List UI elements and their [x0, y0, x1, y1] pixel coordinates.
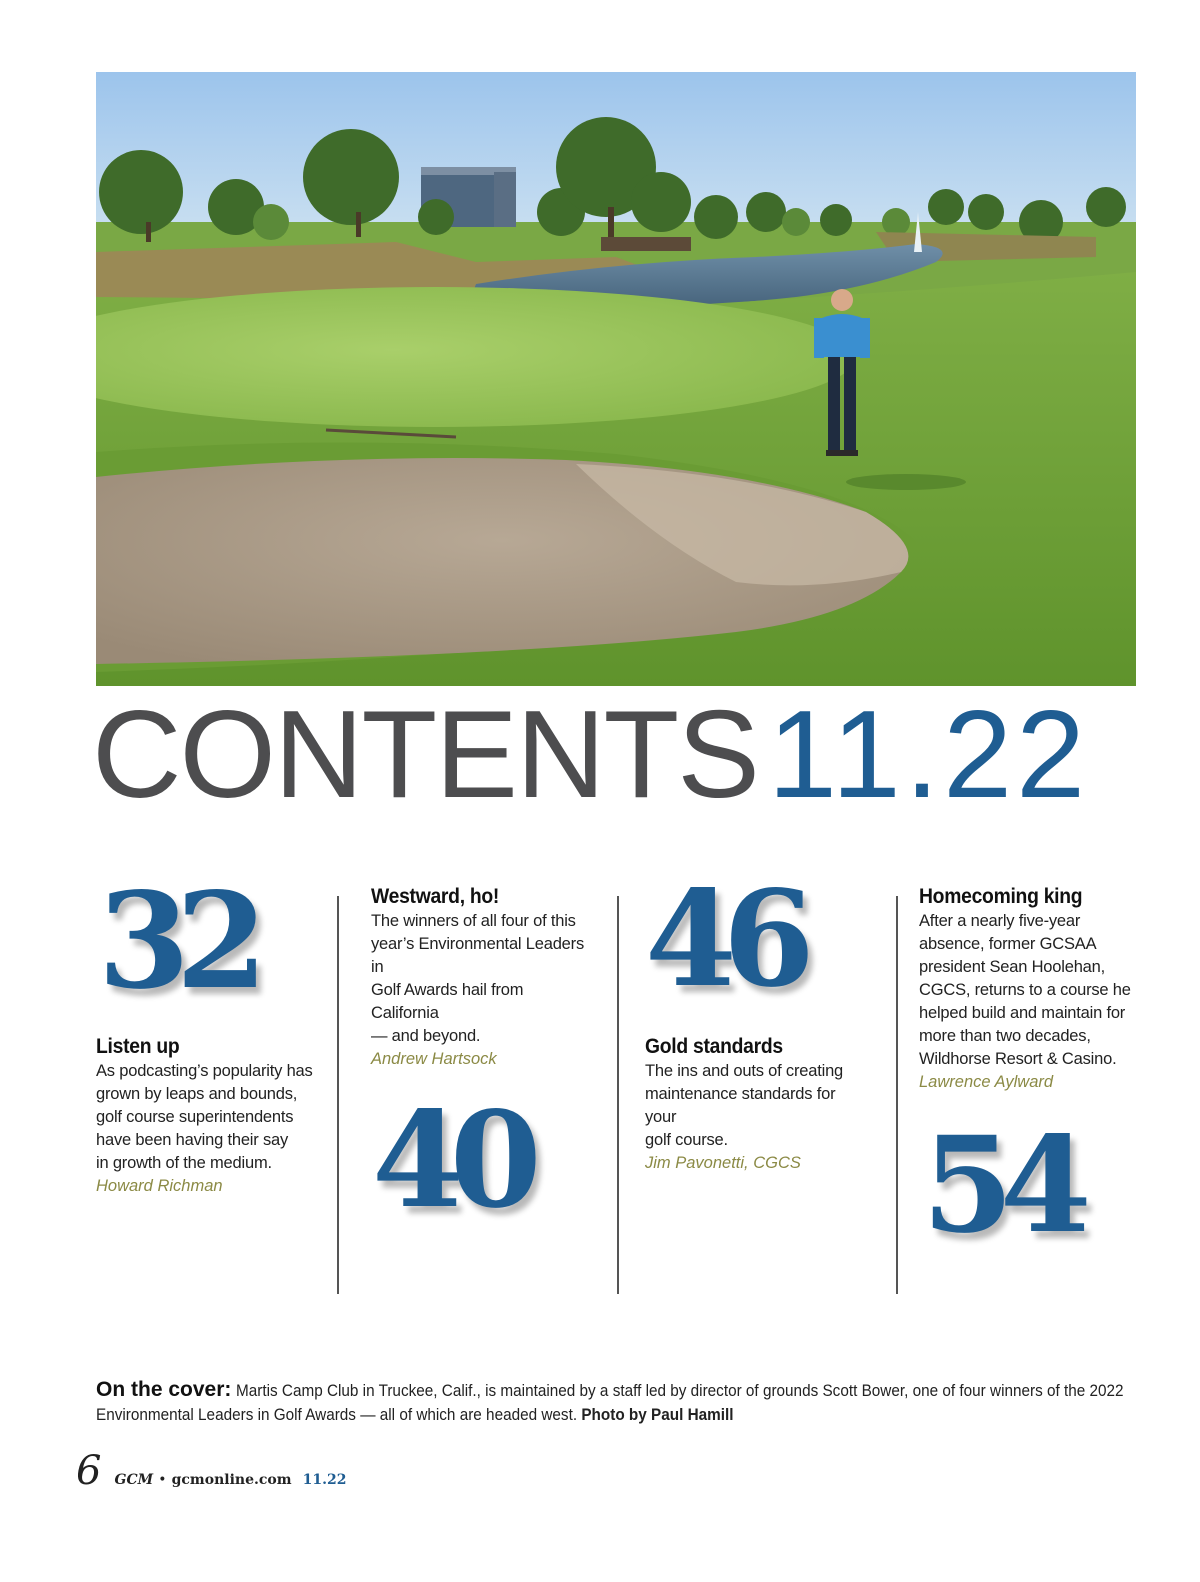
- cover-photo: [96, 72, 1136, 686]
- story-byline: Andrew Hartsock: [371, 1050, 497, 1068]
- story-dek: [371, 910, 591, 1048]
- dek-line: The ins and outs of creating: [645, 1062, 844, 1080]
- dek-line: As podcasting’s popularity has: [96, 1062, 313, 1080]
- column-divider: [337, 896, 339, 1294]
- story-byline: Lawrence Aylward: [919, 1073, 1054, 1091]
- dek-line: grown by leaps and bounds,: [96, 1085, 298, 1103]
- photo-credit: Photo by Paul Hamill: [581, 1405, 734, 1424]
- dek-line: — and beyond.: [371, 1027, 481, 1045]
- cover-caption-line-1: [96, 1378, 1136, 1403]
- story-headline: Gold standards: [645, 1035, 783, 1058]
- dek-line: helped build and maintain for: [919, 1004, 1126, 1022]
- page-number-32[interactable]: 32: [98, 864, 254, 1019]
- story-homecoming-king[interactable]: [919, 884, 1139, 1094]
- story-headline: Homecoming king: [919, 885, 1083, 908]
- dek-line: golf course superintendents: [96, 1108, 294, 1126]
- page-number-46[interactable]: 46: [645, 862, 801, 1017]
- dek-line: in growth of the medium.: [96, 1154, 272, 1172]
- cover-caption: [96, 1378, 1136, 1427]
- page-folio: [76, 1448, 346, 1498]
- issue-date: 11.22: [768, 686, 1090, 824]
- story-headline: Listen up: [96, 1035, 180, 1058]
- contents-word: CONTENTS: [92, 686, 758, 824]
- dek-line: maintenance standards for your: [645, 1085, 836, 1126]
- cover-caption-line-2: [96, 1403, 1032, 1427]
- dek-line: more than two decades,: [919, 1027, 1091, 1045]
- story-westward-ho[interactable]: [371, 884, 591, 1071]
- dek-line: Golf Awards hail from California: [371, 981, 524, 1022]
- story-byline: Jim Pavonetti, CGCS: [645, 1154, 801, 1172]
- folio-magazine: GCM: [114, 1472, 154, 1488]
- dek-line: have been having their say: [96, 1131, 289, 1149]
- story-dek: [919, 910, 1139, 1071]
- dek-line: president Sean Hoolehan,: [919, 958, 1106, 976]
- dek-line: CGCS, returns to a course he: [919, 981, 1131, 999]
- dek-line: After a nearly five-year: [919, 912, 1081, 930]
- story-gold-standards[interactable]: [645, 1034, 865, 1175]
- dek-line: year’s Environmental Leaders in: [371, 935, 584, 976]
- cover-caption-text: Environmental Leaders in Golf Awards — all of which are headed west.: [96, 1405, 578, 1424]
- folio-website-link[interactable]: gcmonline.com: [171, 1472, 292, 1488]
- story-dek: [96, 1060, 316, 1175]
- contents-title: [92, 686, 1132, 824]
- column-divider: [617, 896, 619, 1294]
- page-number-54[interactable]: 54: [922, 1108, 1078, 1263]
- dek-line: The winners of all four of this: [371, 912, 576, 930]
- story-byline: Howard Richman: [96, 1177, 223, 1195]
- folio-separator: •: [158, 1472, 167, 1488]
- dek-line: absence, former GCSAA: [919, 935, 1097, 953]
- story-dek: [645, 1060, 865, 1152]
- story-headline: Westward, ho!: [371, 885, 500, 908]
- column-divider: [896, 896, 898, 1294]
- dek-line: golf course.: [645, 1131, 728, 1149]
- cover-caption-lead: On the cover:: [96, 1378, 232, 1401]
- cover-caption-text: Martis Camp Club in Truckee, Calif., is maintained by a staff led by director of grounds Scott Bower, one of four winners of the 2022: [236, 1381, 1124, 1400]
- story-listen-up[interactable]: [96, 1034, 316, 1198]
- folio-issue: 11.22: [302, 1472, 347, 1488]
- dek-line: Wildhorse Resort & Casino.: [919, 1050, 1117, 1068]
- page-number-40[interactable]: 40: [372, 1083, 528, 1238]
- folio-page-number: 6: [76, 1448, 102, 1494]
